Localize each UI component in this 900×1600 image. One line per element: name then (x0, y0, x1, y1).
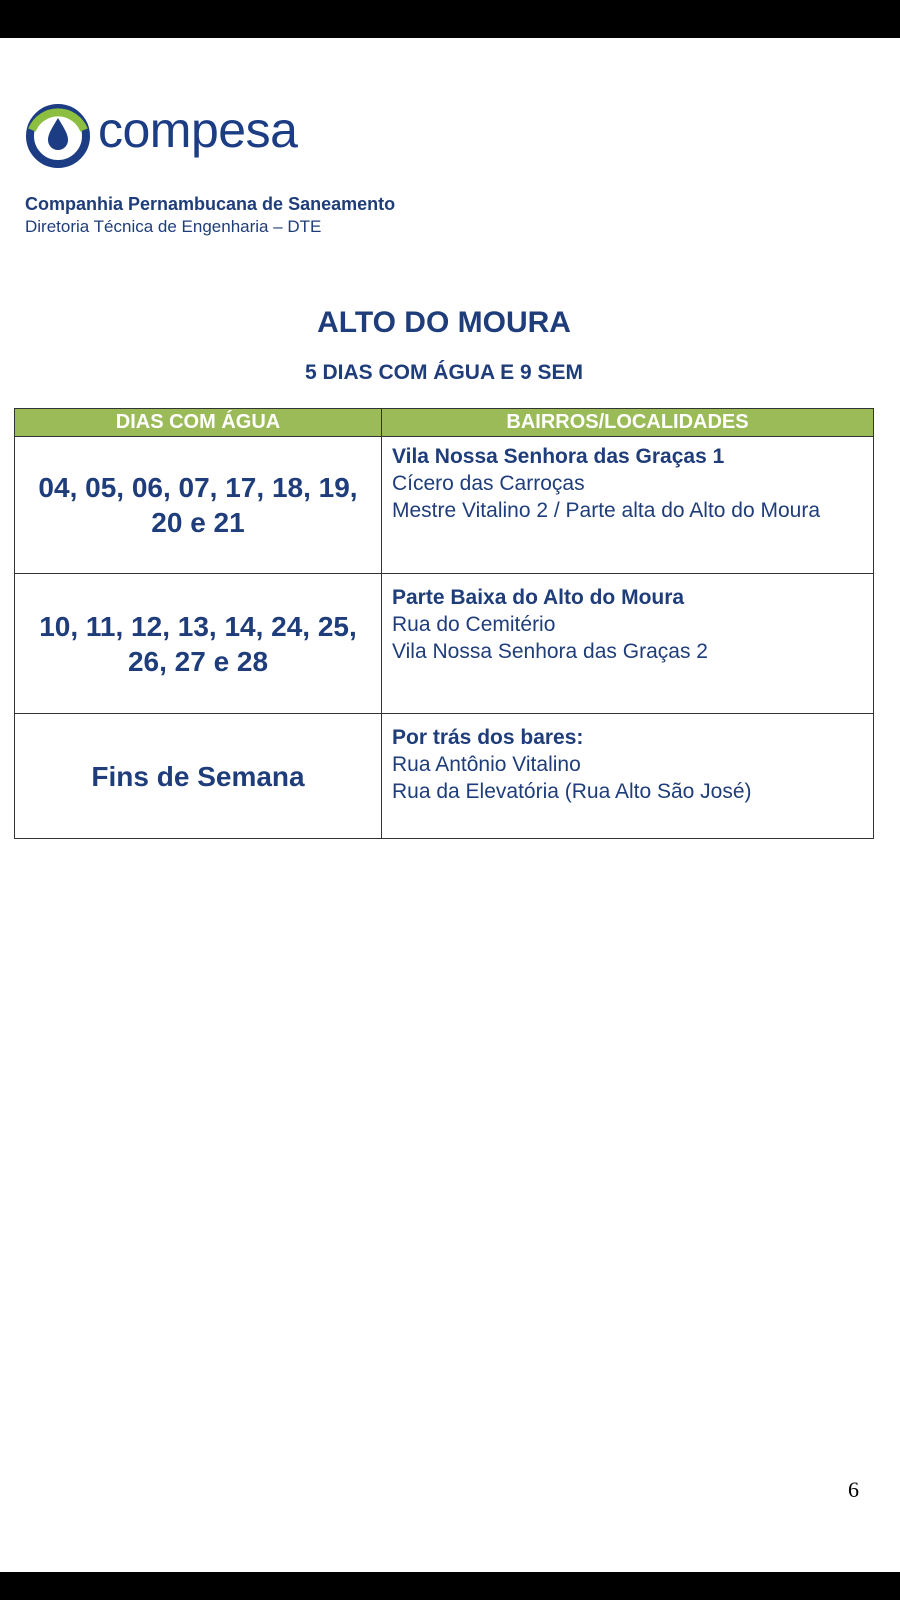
location-lead: Vila Nossa Senhora das Graças 1 (392, 445, 725, 468)
locations-cell (382, 437, 874, 574)
water-drop-icon (26, 104, 90, 168)
water-schedule-table (14, 408, 874, 839)
location-item: Cícero das Carroças (392, 472, 585, 495)
page-number: 6 (848, 1477, 859, 1502)
days-cell: 04, 05, 06, 07, 17, 18, 19, 20 e 21 (15, 437, 382, 574)
location-item: Rua da Elevatória (Rua Alto São José) (392, 780, 752, 803)
top-system-bar (0, 0, 900, 38)
bottom-navigation-bar (0, 1572, 900, 1600)
table-row (15, 714, 874, 839)
page-title: ALTO DO MOURA (317, 306, 571, 339)
page-subtitle: 5 DIAS COM ÁGUA E 9 SEM (304, 361, 584, 384)
locations-cell (382, 714, 874, 839)
days-cell: Fins de Semana (15, 714, 382, 839)
table-row (15, 437, 874, 574)
days-cell: 10, 11, 12, 13, 14, 24, 25, 26, 27 e 28 (15, 574, 382, 714)
location-item: Vila Nossa Senhora das Graças 2 (392, 640, 708, 663)
location-lead: Por trás dos bares: (392, 726, 584, 749)
location-item: Rua do Cemitério (392, 613, 556, 636)
locations-cell (382, 574, 874, 714)
table-row (15, 574, 874, 714)
location-lead: Parte Baixa do Alto do Moura (392, 586, 685, 609)
header-days: DIAS COM ÁGUA (15, 409, 382, 437)
location-item: Mestre Vitalino 2 / Parte alta do Alto do Moura (392, 499, 821, 522)
company-name: Companhia Pernambucana de Saneamento (25, 194, 396, 214)
header-locations: BAIRROS/LOCALIDADES (382, 409, 874, 437)
table-header-row (15, 409, 874, 437)
division-name: Diretoria Técnica de Engenharia – DTE (25, 217, 322, 236)
logo-wordmark: compesa (98, 102, 298, 158)
location-item: Rua Antônio Vitalino (392, 753, 581, 776)
